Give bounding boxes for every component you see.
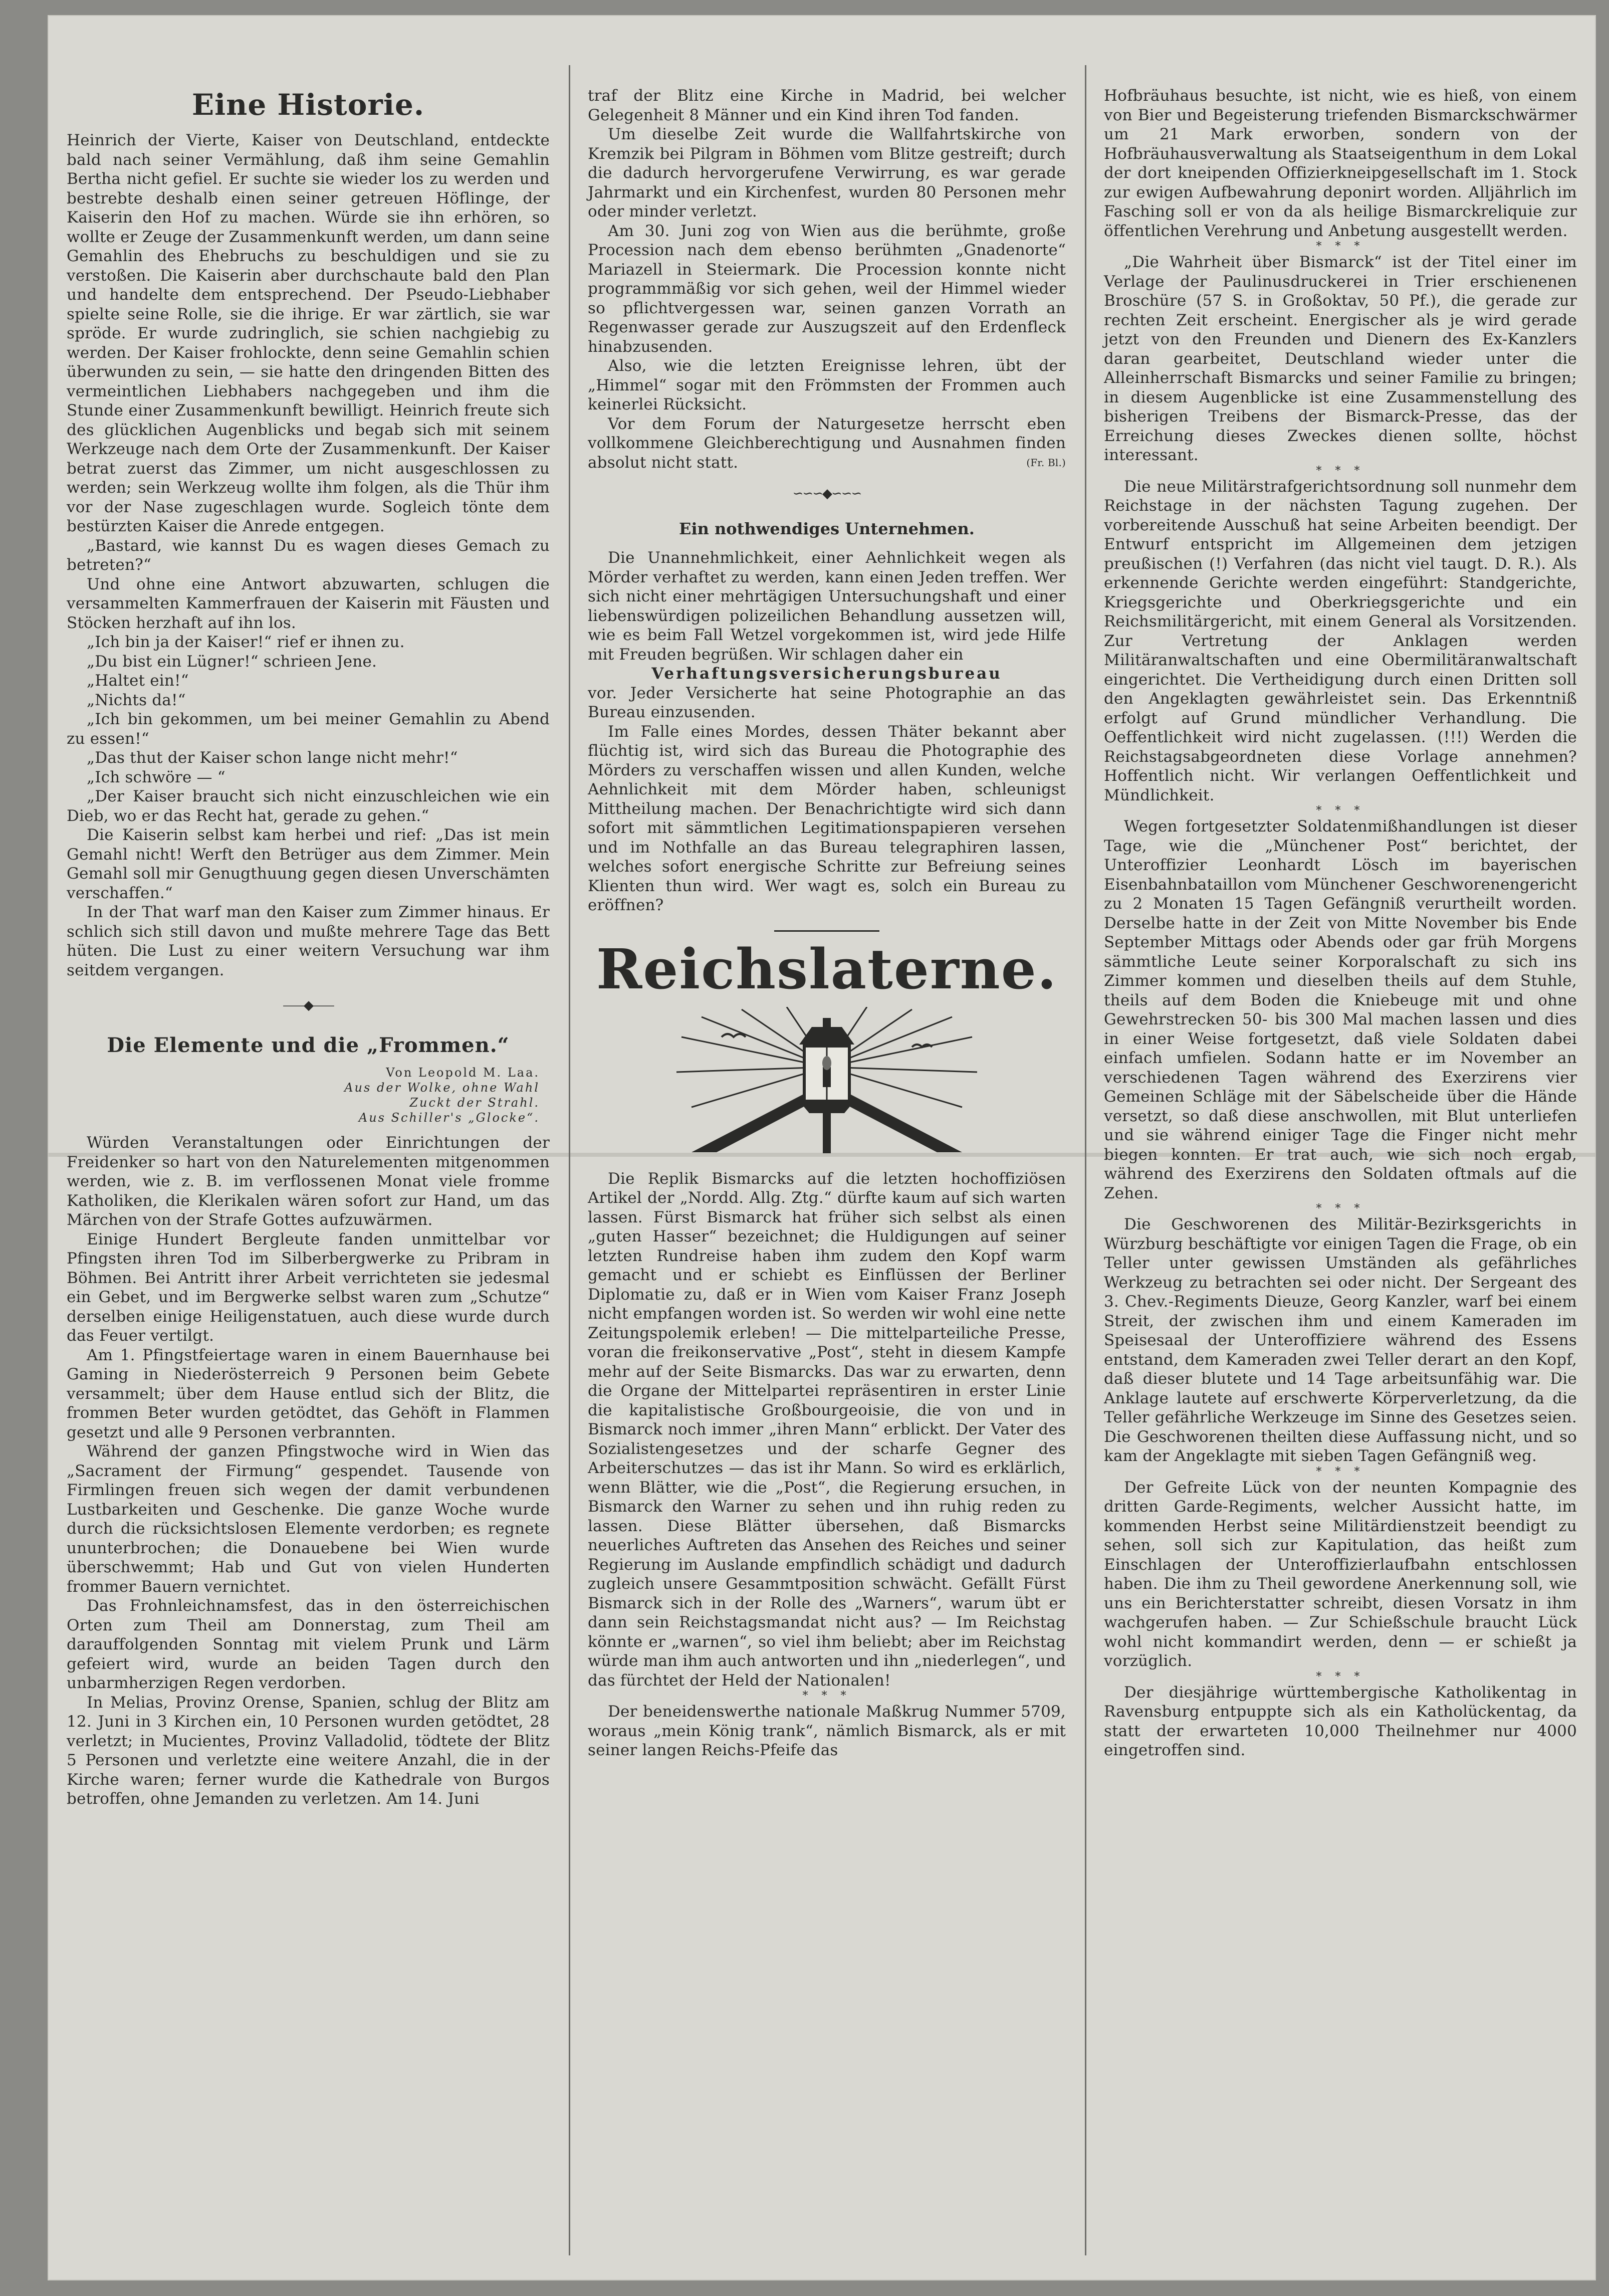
column-right [1085,0,1596,2265]
star-separator: * * * [1316,1202,1365,1215]
paragraph: „Die Wahrheit über Bismarck“ ist der Titel einer im Verlage der Paulinusdruckerei in Trier erschienenen Broschüre (57 S. in Großoktav, 50 Pf.), die gerade zur rechten Zeit erscheint. Energischer als je wird gerade jetzt von den Freunden und Dienern des Ex-Kanzlers daran gearbeitet, Deutschland wieder unter die Alleinherrschaft Bismarcks und seiner Familie zu bringen; in diesem Augenblicke ist eine Zusammenstellung des bisherigen Treibens der Bismarck-Presse, das der Erreichung dieses Zweckes dienen sollte, höchst interessant. [1104,253,1577,464]
article-title-historie: Eine Historie. [191,88,425,122]
star-separator: * * * [802,1690,851,1702]
paragraph: „Bastard, wie kannst Du es wagen dieses Gemach zu betreten?“ [67,536,550,574]
paragraph: Die neue Militärstrafgerichtsordnung soll nunmehr dem Reichstage in der nächsten Tagung zugehen. Der vorbereitende Ausschuß hat seine Arbeiten beendigt. Der Entwurf entspricht im Allgemeinen dem jetzigen preußischen (!) Verfahren (das nicht viel taugt. D. R.). Als erkennende Gerichte werden eingeführt: Standgerichte, Kriegsgerichte und Oberkriegsgerichte und ein Reichsmilitärgericht, mit einem General als Vorsitzenden. Zur Vertretung der Anklagen werden Militäranwaltschaften und eine Obermilitäranwaltschaft eingerichtet. Die Vertheidigung durch einen Dritten soll den Angeklagten gewährleistet sein. Das Erkenntniß erfolgt auf Grund mündlicher Verhandlung. Die Oeffentlichkeit wird nicht zugelassen. (!!!) Werden die Reichstagsabgeordneten diese Vorlage annehmen? Hoffentlich nicht. Wir verlangen Oeffentlichkeit und Mündlichkeit. [1104,477,1577,804]
paragraph: Hofbräuhaus besuchte, ist nicht, wie es hieß, von einem von Bier und Begeisterung triefenden Bismarckschwärmer um 21 Mark erworben, sondern von der Hofbräuhausverwaltung als Staatseigenthum in dem Lokal der dort kneipenden Offizierkneipgesellschaft im 1. Stock zur ewigen Aufbewahrung deponirt worden. Alljährlich im Fasching soll er von da als heilige Bismarckreliquie zur öffentlichen Verehrung und Anbetung ausgestellt werden. [1104,87,1577,240]
paragraph: Heinrich der Vierte, Kaiser von Deutschland, entdeckte bald nach seiner Vermählung, daß ihm seine Gemahlin Bertha nicht gefiel. Er suchte sie wieder los zu werden und bestrebte deshalb einen seiner getreuen Höflinge, der Kaiserin den Hof zu machen. Würde sie ihn erhören, so wollte er Zeuge der Zusammenkunft werden, um dann seine Gemahlin des Ehebruchs zu beschuldigen und sie zu verstoßen. Die Kaiserin aber durchschaute bald den Plan und handelte dem entsprechend. Der Pseudo-Liebhaber spielte seine Rolle, sie die ihrige. Er war zärtlich, sie war spröde. Er wurde zudringlich, sie schien nachgiebig zu werden. Der Kaiser frohlockte, denn seine Gemahlin schien überwunden zu sein, — sie hatte den dringenden Bitten des vermeintlichen Liebhabers nachgegeben und ihm die Stunde einer Zusammenkunft bewilligt. Heinrich freute sich des glücklichen Augenblicks und begab sich mit seinem Werkzeuge nach dem Orte der Zusammenkunft. Der Kaiser betrat zuerst das Zimmer, um nicht ausgeschlossen zu werden; sein Werkzeug wollte ihm folgen, als die Thür ihm vor der Nase zugeschlagen wurde. Sogleich tönte dem bestürzten Kaiser die Anrede entgegen. [67,131,550,535]
lantern-icon [661,1007,992,1157]
source-signature: (Fr. Bl.) [1026,456,1066,469]
motto-source: Aus Schiller's „Glocke“. [358,1111,540,1125]
paragraph: „Ich bin gekommen, um bei meiner Gemahlin zu Abend zu essen!“ [67,710,550,748]
paragraph: In Melias, Provinz Orense, Spanien, schlug der Blitz am 12. Juni in 3 Kirchen ein, 10 Personen wurden getödtet, 28 verletzt; in Mucientes, Provinz Valladolid, tödtete der Blitz 5 Personen und verletzte eine weitere Anzahl, die in der Kirche waren; ferner wurde die Kathedrale von Burgos betroffen, ohne Jemanden zu verletzen. Am 14. Juni [67,1693,550,1808]
star-separator: * * * [1316,240,1365,253]
article-title-unternehmen: Ein nothwendiges Unternehmen. [679,519,975,538]
paragraph: Das Frohnleichnamsfest, das in den österreichischen Orten zum Theil am Donnerstag, zum Theil am darauffolgenden Sonntag mit vielem Prunk und Lärm gefeiert wird, wurde an beiden Tagen durch den unbarmherzigen Regen verdorben. [67,1597,550,1692]
paragraph: In der That warf man den Kaiser zum Zimmer hinaus. Er schlich sich still davon und mußte mehrere Tage das Bett hüten. Die Lust zu einer weitern Versuchung war ihm seitdem vergangen. [67,903,550,979]
paragraph: Der Gefreite Lück von der neunten Kompagnie des dritten Garde-Regiments, welcher Aussicht hatte, im kommenden Herbst seine Militärdienstzeit beendigt zu sehen, soll sich zur Kapitulation, das heißt zum Einschlagen der Unteroffizierlaufbahn entschlossen haben. Die ihm zu Theil gewordene Anerkennung soll, wie uns ein Berichterstatter schreibt, diesen Vorsatz in ihm wachgerufen haben. — Zur Schießschule braucht Lück wohl nicht kommandirt werden, denn — er schießt ja vorzüglich. [1104,1478,1577,1670]
paragraph: Und ohne eine Antwort abzuwarten, schlugen die versammelten Kammerfrauen der Kaiserin mit Fäusten und Stöcken herzhaft auf ihn los. [67,575,550,632]
lantern-illustration [588,1007,1066,1159]
masthead-reichslaterne: Reichslaterne. [596,936,1058,1001]
paragraph: „Ich bin ja der Kaiser!“ rief er ihnen zu. [87,633,405,651]
byline: Von Leopold M. Laa. [386,1066,540,1080]
article-title-elemente: Die Elemente und die „Frommen.“ [107,1033,510,1057]
star-separator: * * * [1316,1670,1365,1683]
star-separator: * * * [1316,1465,1365,1478]
paragraph: Also, wie die letzten Ereignisse lehren, übt der „Himmel“ sogar mit den Frömmsten der Frommen auch keinerlei Rücksicht. [588,357,1066,413]
paragraph: „Das thut der Kaiser schon lange nicht mehr!“ [87,749,458,767]
paragraph: Die Unannehmlichkeit, einer Aehnlichkeit wegen als Mörder verhaftet zu werden, kann einen Jeden treffen. Wer sich nicht einer mehrtägigen Untersuchungshaft und einer liebenswürdigen polizeilichen Behandlung aussetzen will, wie es beim Fall Wetzel vorgekommen ist, wird jede Hilfe mit Freuden begrüßen. Wir schlagen daher ein [588,549,1066,664]
paragraph: „Der Kaiser braucht sich nicht einzuschleichen wie ein Dieb, wo er das Recht hat, gerade zu gehen.“ [67,787,550,825]
star-separator: * * * [1316,804,1365,817]
paragraph: „Ich schwöre — “ [87,768,225,786]
paragraph: Die Replik Bismarcks auf die letzten hochoffiziösen Artikel der „Nordd. Allg. Ztg.“ dürfte kaum auf sich warten lassen. Fürst Bismarck hat früher sich selbst als einen „guten Hasser“ bezeichnet; die Huldigungen auf seiner letzten Rundreise haben ihm zudem den Kopf warm gemacht und er schiebt es Einflüssen der Berliner Diplomatie zu, daß er in Wien vom Kaiser Franz Joseph nicht empfangen worden ist. So werden wir wohl eine nette Zeitungspolemik erleben! — Die mittelparteiliche Presse, voran die freikonservative „Post“, steht in diesem Kampfe mehr auf der Seite Bismarcks. Das war zu erwarten, denn die Organe der Mittelpartei repräsentiren in erster Linie die kapitalistische Großbourgeoisie, die von und in Bismarck noch immer „ihren Mann“ erblickt. Der Vater des Sozialistengesetzes und der scharfe Gegner des Arbeiterschutzes — das ist ihr Mann. So wird es erklärlich, wenn Blätter, wie die „Post“, die Regierung ersuchen, in Bismarck den Warner zu sehen und ihn ruhig reden zu lassen. Diese Blätter übersehen, daß Bismarcks neuerliches Auftreten das Ansehen des Reiches und seiner Regierung im Auslande empfindlich schädigt und dadurch zugleich unsere Gesammtposition schwächt. Gefällt Fürst Bismarck sich in der Rolle des „Warners“, warum übt er dann sein Reichstagsmandat nicht aus? — Im Reichstag könnte er „warnen“, so viel ihm beliebt; aber im Reichstag würde man ihm auch antworten und ihn „niederlegen“, und das fürchtet der Held der Nationalen! [588,1169,1066,1690]
motto-line: Aus der Wolke, ohne Wahl [344,1081,540,1095]
paragraph: Wegen fortgesetzter Soldatenmißhandlungen ist dieser Tage, wie die „Münchener Post“ berichtet, der Unteroffizier Leonhardt Lösch im bayerischen Eisenbahnbataillon vom Münchener Geschworenengericht zu 2 Monaten 15 Tagen Gefängniß verurtheilt worden. Derselbe hatte in der Zeit von Mitte November bis Ende September Mittags oder Abends oder gar früh Morgens sämmtliche Leute seiner Korporalschaft zu sich ins Zimmer kommen und dieselben theils auf dem Stuhle, theils auf dem Boden die Kniebeuge mit und ohne Gewehrstrecken 50- bis 300 Mal machen lassen und dies in einer Weise fortgesetzt, daß viele Soldaten dabei einfach umfielen. Sodann hatte er im November an verschiedenen Tagen während des Exerzirens vier Gemeinen Schläge mit der Säbelscheide über die Hände versetzt, so daß diese anschwollen, mit Blut unterliefen und sie während einiger Tage die Finger nicht mehr biegen konnten. Er trat auch, wie sich noch ergab, während des Exerzirens den Soldaten oftmals auf die Zehen. [1104,817,1577,1202]
paragraph: „Du bist ein Lügner!“ schrieen Jene. [87,652,377,671]
paragraph: Würden Veranstaltungen oder Einrichtungen der Freidenker so hart von den Naturelementen mitgenommen werden, wie z. B. im verflossenen Monat viele fromme Katholiken, die Klerikalen wären sofort zur Hand, um das Märchen von der Strafe Gottes aufzuwärmen. [67,1134,550,1229]
paragraph: Am 1. Pfingstfeiertage waren in einem Bauernhause bei Gaming in Niederösterreich 9 Personen beim Gebete versammelt; über dem Hause entlud sich der Blitz, die frommen Beter wurden getödtet, das Gehöft in Flammen gesetzt und alle 9 Personen verbrannten. [67,1346,550,1441]
paragraph: „Nichts da!“ [87,691,186,709]
section-rule [774,930,879,932]
paragraph: Im Falle eines Mordes, dessen Thäter bekannt aber flüchtig ist, wird sich das Bureau die Photographie des Mörders zu verschaffen wissen und allen Kunden, welche Aehnlichkeit mit dem Mörder haben, schleunigst Mittheilung machen. Der Benachrichtigte wird sich dann sofort mit sämmtlichen Legitimationspapieren versehen und im Nothfalle an das Bureau telegraphiren lassen, welches sofort energische Schritte zur Befreiung seines Klienten thun wird. Wer wagt es, solch ein Bureau zu eröffnen? [588,722,1066,914]
motto-line: Zuckt der Strahl. [409,1096,540,1110]
star-separator: * * * [1316,464,1365,477]
paragraph: „Haltet ein!“ [87,672,189,690]
paragraph: Die Geschworenen des Militär-Bezirksgerichts in Würzburg beschäftigte vor einigen Tagen die Frage, ob ein Teller unter gewissen Umständen als gefährliches Werkzeug zu betrachten sei oder nicht. Der Sergeant des 3. Chev.-Regiments Dieuze, Georg Kanzler, warf bei einem Streit, der zwischen ihm und einem Kameraden im Speisesaal der Unteroffiziere während des Essens entstand, dem Kameraden zwei Teller derart an den Kopf, daß dieser blutete und 14 Tage arbeitsunfähig war. Die Anklage lautete auf erschwerte Körperverletzung, da die Teller gefährliche Werkzeuge im Sinne des Gesetzes seien. Die Geschworenen theilten diese Auffassung nicht, und so kam der Angeklagte mit sieben Tagen Gefängniß weg. [1104,1215,1577,1465]
ornament-divider: ⸺◆⸺ [283,998,334,1013]
column-left [48,0,569,2265]
bureau-name: Verhaftungsversicherungsbureau [651,665,1002,683]
paragraph: Um dieselbe Zeit wurde die Wallfahrtskirche von Kremzik bei Pilgram in Böhmen vom Blitze gestreift; durch die dadurch hervorgerufene Verwirrung, es war gerade Jahrmarkt und ein Kirchenfest, wurden 80 Personen mehr oder minder verletzt. [588,125,1066,221]
paragraph: traf der Blitz eine Kirche in Madrid, bei welcher Gelegenheit 8 Männer und ein Kind ihren Tod fanden. [588,87,1066,124]
paragraph: Der beneidenswerthe nationale Maßkrug Nummer 5709, woraus „mein König trank“, nämlich Bismarck, als er mit seiner langen Reichs-Pfeife das [588,1703,1066,1759]
paragraph: Am 30. Juni zog von Wien aus die berühmte, große Procession nach dem ebenso berühmten „Gnadenorte“ Mariazell in Steiermark. Die Procession konnte nicht programmmäßig vor sich gehen, weil der Himmel wieder so pflichtvergessen war, seinen ganzen Vorrath an Regenwasser gerade zur Auszugszeit auf den Erdenfleck hinabzusenden. [588,222,1066,356]
paragraph [588,414,1066,473]
paragraph-text: Vor dem Forum der Naturgesetze herrscht eben vollkommene Gleichberechtigung und Ausnahmen finden absolut nicht statt. [588,414,1066,472]
paragraph: Einige Hundert Bergleute fanden unmittelbar vor Pfingsten ihren Tod im Silberbergwerke zu Pribram in Böhmen. Bei Antritt ihrer Arbeit verrichteten sie jedesmal ein Gebet, und im Bergwerke selbst waren zum „Schutze“ derselben einige Heiligenstatuen, auch diese wurde durch das Feuer vertilgt. [67,1230,550,1345]
paragraph: Der diesjährige württembergische Katholikentag in Ravensburg entpuppte sich als ein Katholückentag, da statt der erwarteten 10,000 Theilnehmer nur 4000 eingetroffen sind. [1104,1683,1577,1759]
paragraph: Die Kaiserin selbst kam herbei und rief: „Das ist mein Gemahl nicht! Werft den Betrüger aus dem Zimmer. Mein Gemahl soll mir Genugthuung gegen diesen Unverschämten verschaffen.“ [67,826,550,902]
paragraph: vor. Jeder Versicherte hat seine Photographie an das Bureau einzusenden. [588,684,1066,721]
paragraph: Während der ganzen Pfingstwoche wird in Wien das „Sacrament der Firmung“ gespendet. Tausende von Firmlingen freuen sich wegen der damit verbundenen Lustbarkeiten und Geschenke. Die ganze Woche wurde durch die rücksichtslosen Elemente verdorben; es regnete ununterbrochen; die Donauebene bei Wien wurde überschwemmt; Hab und Gut von vielen Hunderten frommer Bauern vernichtet. [67,1442,550,1596]
ornament-divider: ∽∽∽◆∽∽∽ [792,486,861,501]
column-middle [569,0,1085,2265]
